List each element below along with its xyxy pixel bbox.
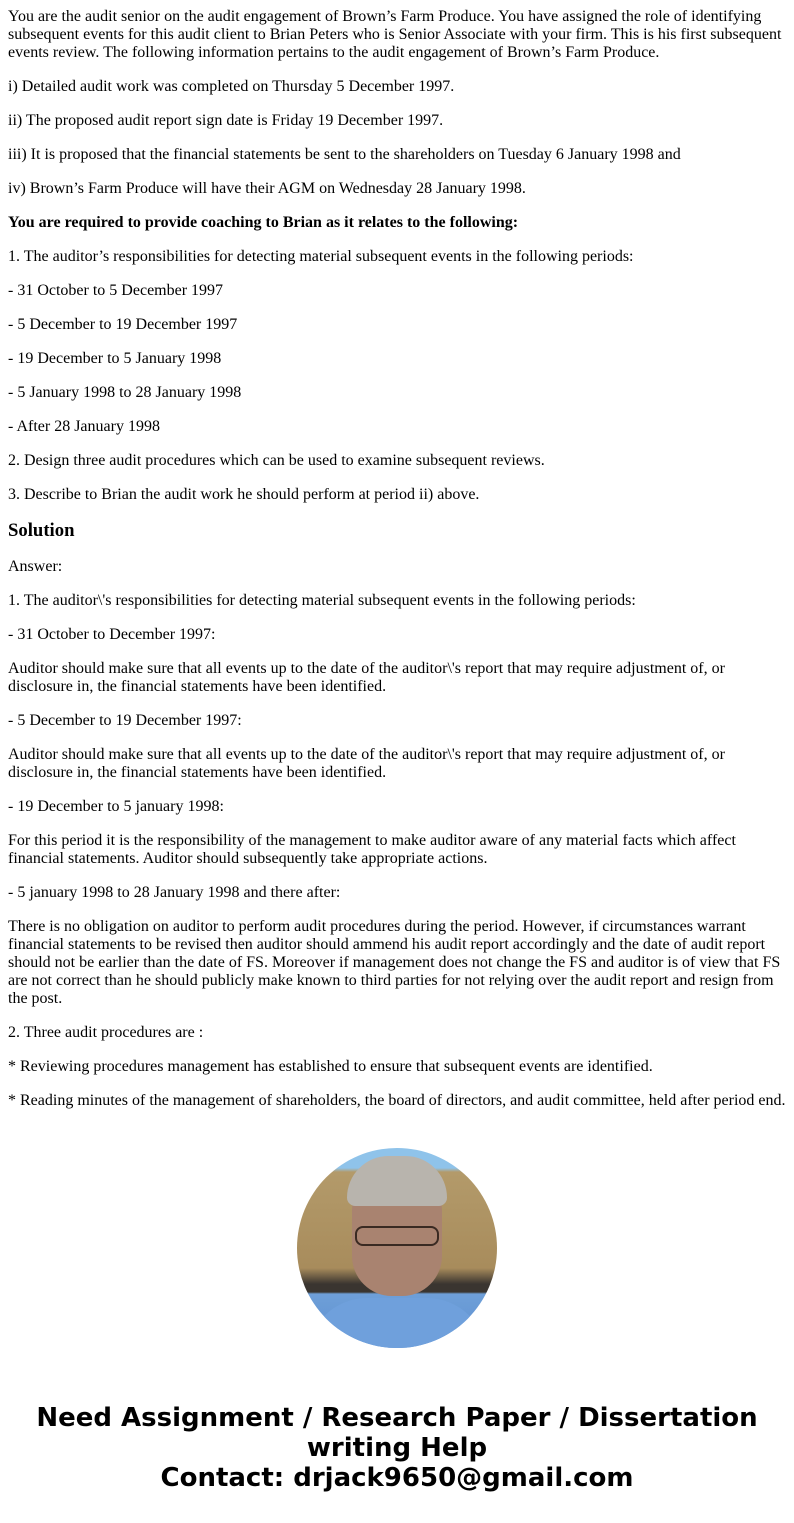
solution-paragraph: * Reviewing procedures management has established to ensure that subsequent events are identified.	[8, 1058, 653, 1075]
question-paragraph: - 19 December to 5 January 1998	[8, 350, 222, 367]
avatar-container	[8, 1148, 786, 1353]
promo-contact: Contact: drjack9650@gmail.com	[160, 1463, 634, 1493]
solution-paragraph: For this period it is the responsibility of the management to make auditor aware of any material facts which affect financial statements. Auditor should subsequently take appropriate actions.	[8, 832, 736, 867]
question-paragraph: - After 28 January 1998	[8, 418, 160, 435]
question-paragraph: iv) Brown’s Farm Produce will have their AGM on Wednesday 28 January 1998.	[8, 180, 526, 197]
tutor-avatar	[297, 1148, 497, 1348]
solution-paragraph: Answer:	[8, 558, 63, 575]
question-paragraph: iii) It is proposed that the financial statements be sent to the shareholders on Tuesday 6 January 1998 and	[8, 146, 681, 163]
solution-paragraph: There is no obligation on auditor to perform audit procedures during the period. However, if circumstances warrant financial statements to be revised then auditor should ammend his audit report accordingly and the date of audit report should not be earlier than the date of FS. Moreover if management does not change the FS and auditor is of view that FS are not correct than he should publicly make known to third parties for not relying over the audit report and resign from the post.	[8, 918, 781, 1007]
solution-paragraph: Auditor should make sure that all events up to the date of the auditor\'s report that may require adjustment of, or disclosure in, the financial statements have been identified.	[8, 660, 725, 695]
solution-paragraph: - 5 january 1998 to 28 January 1998 and there after:	[8, 884, 341, 901]
question-paragraph: ii) The proposed audit report sign date is Friday 19 December 1997.	[8, 112, 444, 129]
solution-section	[8, 558, 786, 1110]
question-paragraph: 2. Design three audit procedures which can be used to examine subsequent reviews.	[8, 452, 545, 469]
question-paragraph: 1. The auditor’s responsibilities for detecting material subsequent events in the following periods:	[8, 248, 634, 265]
question-paragraph: - 5 December to 19 December 1997	[8, 316, 238, 333]
question-paragraph: You are required to provide coaching to Brian as it relates to the following:	[8, 214, 519, 231]
solution-heading: Solution	[8, 520, 75, 541]
solution-paragraph: 1. The auditor\'s responsibilities for detecting material subsequent events in the following periods:	[8, 592, 636, 609]
promo-headline: Need Assignment / Research Paper / Dissertation writing Help	[36, 1403, 758, 1463]
solution-paragraph: - 19 December to 5 january 1998:	[8, 798, 224, 815]
solution-paragraph: - 5 December to 19 December 1997:	[8, 712, 242, 729]
solution-paragraph: * Reading minutes of the management of shareholders, the board of directors, and audit committee, held after period end.	[8, 1092, 786, 1109]
question-paragraph: i) Detailed audit work was completed on Thursday 5 December 1997.	[8, 78, 455, 95]
question-paragraph: You are the audit senior on the audit engagement of Brown’s Farm Produce. You have assigned the role of identifying subsequent events for this audit client to Brian Peters who is Senior Associate with your firm. This is his first subsequent events review. The following information pertains to the audit engagement of Brown’s Farm Produce.	[8, 8, 782, 61]
solution-paragraph: Auditor should make sure that all events up to the date of the auditor\'s report that may require adjustment of, or disclosure in, the financial statements have been identified.	[8, 746, 725, 781]
promo-banner	[8, 1403, 786, 1493]
solution-paragraph: 2. Three audit procedures are :	[8, 1024, 204, 1041]
question-paragraph: - 5 January 1998 to 28 January 1998	[8, 384, 242, 401]
avatar-glasses	[355, 1226, 439, 1246]
avatar-shirt	[307, 1298, 487, 1348]
question-paragraph: - 31 October to 5 December 1997	[8, 282, 224, 299]
question-section	[8, 8, 786, 504]
question-paragraph: 3. Describe to Brian the audit work he should perform at period ii) above.	[8, 486, 480, 503]
avatar-hair	[347, 1156, 447, 1206]
solution-paragraph: - 31 October to December 1997:	[8, 626, 216, 643]
